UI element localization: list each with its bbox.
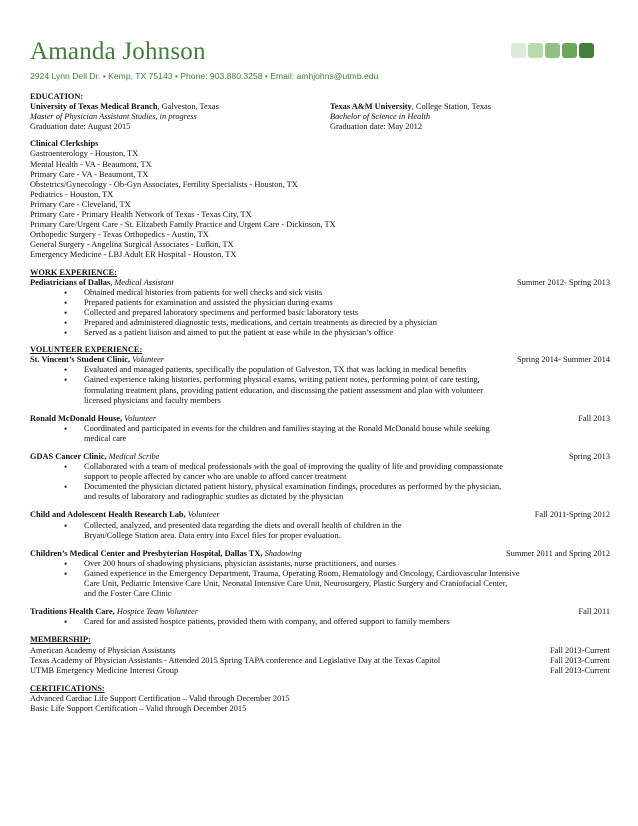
clerkship-item: Primary Care - Cleveland, TX (30, 199, 131, 209)
dates: Fall 2013-Current (549, 665, 610, 675)
decor-square (545, 43, 560, 58)
volunteer-role: Medical Scribe (106, 452, 160, 461)
volunteer-bullets (30, 617, 610, 627)
decor-square (579, 43, 594, 58)
clerkship-item: General Surgery - Angelina Surgical Associates - Lufkin, TX (30, 240, 234, 250)
membership-item (30, 656, 610, 666)
organization: Child and Adolescent Health Research Lab, (30, 510, 186, 520)
school-location: , College Station, Texas (411, 102, 491, 112)
volunteer-bullets (30, 462, 610, 502)
school-name: Texas A&M University (330, 102, 412, 112)
dates: Fall 2011 (578, 607, 610, 617)
education-degree-row (30, 112, 610, 122)
decor-square (562, 43, 577, 58)
bullet-item: • Prepared and administered diagnostic tests, medications, and certain treatments as directed by a physician (30, 318, 610, 328)
organization: Ronald McDonald House, (30, 413, 123, 423)
school-name: University of Texas Medical Branch (30, 102, 158, 112)
dates: Fall 2013-Current (549, 645, 610, 655)
volunteer-bullets (30, 559, 610, 599)
degree: Bachelor of Science in Health (330, 112, 431, 122)
education-heading: EDUCATION: (30, 92, 84, 101)
volunteer-role: Hospice Team Volunteer (114, 607, 199, 617)
decor-square (511, 43, 526, 58)
volunteer-role: Volunteer (185, 510, 220, 520)
membership-item (30, 646, 610, 656)
volunteer-entry-header (30, 510, 610, 520)
work-entry-header (30, 278, 610, 288)
bullet-item: • Collected, analyzed, and presented data regarding the diets and overall health of children in the Bryan/College Station area. Data entry into Excel files for proper evaluation. (30, 521, 610, 541)
graduation-date: Graduation date: August 2015 (30, 122, 131, 132)
certification-item: Advanced Cardiac Life Support Certification – Valid through December 2015 (30, 693, 290, 703)
volunteer-role: Volunteer (122, 413, 157, 423)
clerkship-item: Mental Health - VA - Beaumont, TX (30, 159, 152, 169)
bullet-item: • Prepared patients for examination and assisted the physician during exams (30, 298, 610, 308)
dates: Summer 2012- Spring 2013 (517, 277, 610, 287)
dates: Spring 2013 (568, 452, 610, 461)
organization: St. Vincent’s Student Clinic, (30, 355, 131, 365)
contact-line: 2924 Lynn Dell Dr. • Kemp, TX 75143 • Phone: 903.880.3258 • Email: amhjohns@utmb.edu (30, 71, 379, 81)
dates: Fall 2013-Current (549, 655, 610, 665)
organization: GDAS Cancer Clinic, (30, 452, 107, 461)
clerkships-heading: Clinical Clerkships (30, 139, 99, 149)
membership-heading: MEMBERSHIP: (30, 635, 91, 645)
volunteer-entry-header (30, 414, 610, 424)
bullet-item: • Collaborated with a team of medical professionals with the goal of improving the quality of life and providing compassionate support to people affected by cancer who are unable to afford cancer treatment (30, 462, 610, 482)
dates: Summer 2011 and Spring 2012 (506, 548, 610, 558)
membership-name: American Academy of Physician Assistants (30, 645, 176, 655)
dates: Fall 2013 (578, 413, 610, 423)
clerkship-item: Obstetrics/Gynecology - Ob-Gyn Associates, Fertility Specialists - Houston, TX (30, 179, 298, 189)
bullet-item: • Cared for and assisted hospice patients, provided them with company, and offered support to family members (30, 617, 610, 627)
graduation-date: Graduation date: May 2012 (330, 122, 422, 132)
volunteer-bullets (30, 365, 610, 405)
education-date-row (30, 122, 610, 132)
volunteer-heading: VOLUNTEER EXPERIENCE: (30, 345, 143, 355)
clerkship-item: Orthopedic Surgery - Texas Orthopedics - Austin, TX (30, 230, 209, 240)
volunteer-entry-header (30, 355, 610, 365)
school-location: , Galveston, Texas (157, 102, 219, 112)
certifications-heading: CERTIFICATIONS: (30, 683, 105, 693)
bullet-item: • Documented the physician dictated patient history, physical examination findings, procedures as performed by the physician, and results of laboratory and radiographic studies as dictated by the physician (30, 482, 610, 502)
education-school-row (30, 102, 610, 112)
bullet-item: • Served as a patient liaison and aimed to put the patient at ease while in the physician’s office (30, 328, 610, 338)
organization: Traditions Health Care, (30, 607, 115, 617)
work-bullets (30, 288, 610, 338)
volunteer-entry-header (30, 607, 610, 617)
volunteer-bullets (30, 521, 610, 541)
membership-name: Texas Academy of Physician Assistants - Attended 2015 Spring TAPA conference and Legislative Day at the Texas Capitol (30, 655, 441, 665)
degree: Master of Physician Assistant Studies, in progress (30, 112, 197, 122)
job-role: , Medical Assistant (110, 277, 174, 287)
decor-square (528, 43, 543, 58)
work-heading: WORK EXPERIENCE: (30, 267, 117, 277)
applicant-name: Amanda Johnson (30, 38, 206, 65)
bullet-item: • Coordinated and participated in events for the children and families staying at the Ronald McDonald house while seeking medical care (30, 424, 610, 444)
organization: Children’s Medical Center and Presbyterian Hospital, Dallas TX, (30, 548, 263, 558)
bullet-item: • Obtained medical histories from patients for well checks and sick visits (30, 288, 610, 298)
volunteer-entry-header (30, 549, 610, 559)
volunteer-entry-header (30, 452, 610, 462)
clerkship-item: Primary Care - Primary Health Network of Texas - Texas City, TX (30, 210, 252, 220)
volunteer-role: Volunteer (130, 355, 165, 365)
bullet-item: • Collected and prepared laboratory specimens and performed basic laboratory tests (30, 308, 610, 318)
resume-body (30, 92, 610, 714)
membership-item (30, 666, 610, 676)
volunteer-bullets (30, 424, 610, 444)
dates: Spring 2014- Summer 2014 (517, 355, 610, 365)
bullet-item: • Gained experience taking histories, performing physical exams, writing patient notes, performing point of care testing, formulating treatment plans, providing patient education, and discussing the patient assessment and plan with volunteer licensed physicians and faculty members (30, 375, 610, 405)
clerkship-item: Emergency Medicine - LBJ Adult ER Hospital - Houston, TX (30, 250, 237, 260)
clerkship-item: Primary Care - VA - Beaumont, TX (30, 169, 149, 179)
bullet-item: • Gained experience in the Emergency Department, Trauma, Operating Room, Hematology and Oncology, Cardiovascular Intensive Care Unit, Pediatric Intensive Care Unit, Neonatal Intensive Care Unit, Neurosurgery, Plastic Surgery and Craniofacial Center, and the Foster Care Clinic (30, 569, 610, 599)
bullet-item: • Over 200 hours of shadowing physicians, physician assistants, nurse practitioners, and nurses (30, 559, 610, 569)
bullet-item: • Evaluated and managed patients, specifically the population of Galveston, TX that was lacking in medical benefits (30, 365, 610, 375)
volunteer-role: Shadowing (262, 548, 302, 558)
certification-item: Basic Life Support Certification – Valid through December 2015 (30, 703, 247, 713)
membership-name: UTMB Emergency Medicine Interest Group (30, 665, 179, 675)
clerkship-item: Primary Care/Urgent Care - St. Elizabeth Family Practice and Urgent Care - Dickinson, TX (30, 220, 336, 230)
dates: Fall 2011-Spring 2012 (534, 510, 610, 520)
clerkship-item: Gastroenterology - Houston, TX (30, 149, 139, 159)
employer: Pediatricians of Dallas (30, 277, 111, 287)
clerkship-item: Pediatrics - Houston, TX (30, 189, 114, 199)
